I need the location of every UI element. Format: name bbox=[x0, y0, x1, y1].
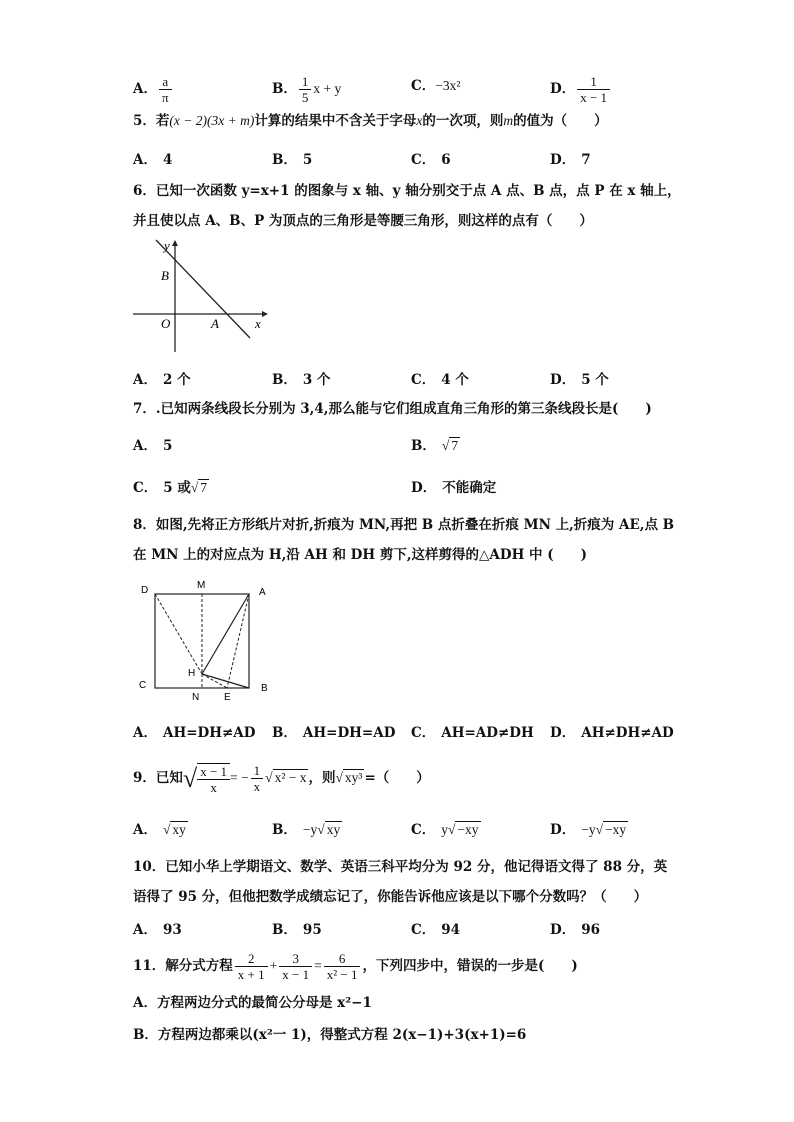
option-a: A． $\frac{a}{\pi}$ bbox=[133, 74, 174, 105]
option-c: C． AH=AD≠DH bbox=[411, 725, 534, 741]
option-b: B． 95 bbox=[272, 922, 322, 938]
question-5-stem: 5．若(x − 2)(3x + m)计算的结果中不含关于字母x的一次项，则m的值为（ ） bbox=[133, 113, 608, 129]
option-d: D． $\frac{1}{x - 1}$ bbox=[550, 74, 612, 105]
line-he bbox=[202, 674, 227, 688]
fraction: $\frac{1}{x - 1}$ bbox=[577, 74, 610, 105]
fraction: $\frac{2}{x + 1}$ bbox=[235, 951, 268, 982]
question-8-line-2: 在 MN 上的对应点为 H,沿 AH 和 DH 剪下,这样剪得的△ADH 中 ( ) bbox=[133, 547, 588, 563]
option-a: A． 2 个 bbox=[133, 372, 191, 388]
fraction: $\frac{1}{x}$ bbox=[251, 763, 264, 794]
x-axis-arrow bbox=[262, 311, 268, 317]
option-c: C． 5 或√ 7 bbox=[133, 480, 208, 496]
option-b: B． 5 bbox=[272, 152, 313, 168]
question-5-options bbox=[133, 148, 673, 170]
option-c: C． 6 bbox=[411, 152, 451, 168]
option-d: D． AH≠DH≠AD bbox=[550, 725, 674, 741]
label-a: A bbox=[211, 316, 219, 331]
line-dh bbox=[155, 594, 202, 674]
option-d: D． 7 bbox=[550, 152, 591, 168]
sqrt: √ −xy bbox=[595, 822, 627, 837]
label-c: C bbox=[139, 680, 147, 691]
label-x: x bbox=[255, 316, 261, 331]
sqrt: √ xy bbox=[317, 822, 341, 837]
label-b: B bbox=[261, 683, 268, 694]
sqrt: √ xy³ bbox=[335, 770, 363, 785]
option-a: A． 5 bbox=[133, 438, 173, 454]
fraction: $\frac{6}{\text{x² − 1}}$ bbox=[324, 951, 361, 982]
label-h: H bbox=[188, 668, 196, 679]
sqrt: √ $\frac{x - 1}{x}$ bbox=[183, 756, 230, 801]
option-b: B． 3 个 bbox=[272, 372, 331, 388]
question-7-stem: 7．.已知两条线段长分别为 3,4,那么能与它们组成直角三角形的第三条线段长是( ) bbox=[133, 401, 652, 417]
sqrt: √ xy bbox=[162, 822, 186, 837]
question-11-stem: 11．解分式方程 $\frac{2}{x + 1}$ + $\frac{3}{x - 1}$ = $\frac{6}{\text{x² − 1}}$ ，下列四步中，错误的一步是( ) bbox=[133, 951, 578, 982]
question-9-stem: 9．已知√ $\frac{x - 1}{x}$ = − $\frac{1}{x}$ √ x² − x ，则√ xy³ =（ ） bbox=[133, 756, 673, 800]
fraction: $\frac{1}{5}$ bbox=[299, 74, 312, 105]
label-o: O bbox=[161, 316, 171, 331]
option-d: D． 5 个 bbox=[550, 372, 609, 388]
question-11-option-b: B．方程两边都乘以(x²一 1)，得整式方程 2(x−1)+3(x+1)=6 bbox=[133, 1027, 527, 1043]
option-a: A． AH=DH≠AD bbox=[133, 725, 256, 741]
option-b: B． AH=DH=AD bbox=[272, 725, 396, 741]
fraction: $\frac{3}{x - 1}$ bbox=[279, 951, 312, 982]
question-7-options-row-2 bbox=[133, 476, 673, 498]
line-ae bbox=[227, 594, 249, 688]
line-ah bbox=[202, 594, 249, 674]
question-10-options bbox=[133, 918, 673, 940]
option-c: C． 4 个 bbox=[411, 372, 469, 388]
question-7-options-row-1 bbox=[133, 434, 673, 456]
line-hb bbox=[202, 674, 249, 688]
folded-square-figure bbox=[133, 576, 278, 704]
question-10-line-1: 10．已知小华上学期语文、数学、英语三科平均分为 92 分，他记得语文得了 88 分，英 bbox=[133, 859, 668, 875]
option-b: B． −y√ xy bbox=[272, 822, 341, 838]
q4-options bbox=[133, 68, 673, 105]
option-c: C． 94 bbox=[411, 922, 461, 938]
option-a: A． 4 bbox=[133, 152, 173, 168]
label-b: B bbox=[161, 268, 169, 283]
option-d: D． 96 bbox=[550, 922, 601, 938]
option-d: D． 不能确定 bbox=[411, 480, 497, 496]
question-8-line-1: 8．如图,先将正方形纸片对折,折痕为 MN,再把 B 点折叠在折痕 MN 上,折痕为 AE,点 B bbox=[133, 517, 675, 533]
linear-function-graph bbox=[130, 238, 270, 358]
question-9-options bbox=[133, 818, 673, 840]
fraction: $\frac{x - 1}{x}$ bbox=[197, 763, 230, 795]
label-e: E bbox=[224, 692, 231, 703]
sqrt: √ −xy bbox=[448, 822, 479, 837]
question-6-line-2: 并且使以点 A、B、P 为顶点的三角形是等腰三角形，则这样的点有（ ） bbox=[133, 213, 593, 229]
fraction: $\frac{a}{\pi}$ bbox=[159, 74, 172, 105]
option-b: B． $\frac{1}{5}$ x + y bbox=[272, 74, 342, 105]
label-y: y bbox=[164, 238, 170, 253]
question-8-options bbox=[133, 721, 673, 743]
sqrt: √ x² − x bbox=[265, 770, 307, 785]
option-d: D． −y√ −xy bbox=[550, 822, 627, 838]
option-c: C． y√ −xy bbox=[411, 822, 479, 838]
sqrt: √ 7 bbox=[190, 480, 208, 495]
y-axis-arrow bbox=[172, 240, 178, 246]
label-n: N bbox=[192, 692, 200, 703]
label-a: A bbox=[259, 587, 266, 598]
question-6-line-1: 6．已知一次函数 y=x+1 的图象与 x 轴、y 轴分别交于点 A 点、B 点，点 P 在 x 轴上， bbox=[133, 183, 681, 199]
label-m: M bbox=[197, 580, 206, 591]
question-10-line-2: 语得了 95 分，但他把数学成绩忘记了，你能告诉他应该是以下哪个分数吗？（ ） bbox=[133, 889, 648, 905]
option-b: B． √ 7 bbox=[411, 438, 459, 454]
option-a: A． √ xy bbox=[133, 822, 186, 838]
question-11-option-a: A．方程两边分式的最简公分母是 x²−1 bbox=[133, 995, 372, 1011]
label-d: D bbox=[141, 585, 149, 596]
option-c: C．−3x² bbox=[411, 78, 461, 94]
question-6-options bbox=[133, 368, 673, 390]
sqrt: √ 7 bbox=[441, 438, 459, 453]
option-a: A． 93 bbox=[133, 922, 182, 938]
